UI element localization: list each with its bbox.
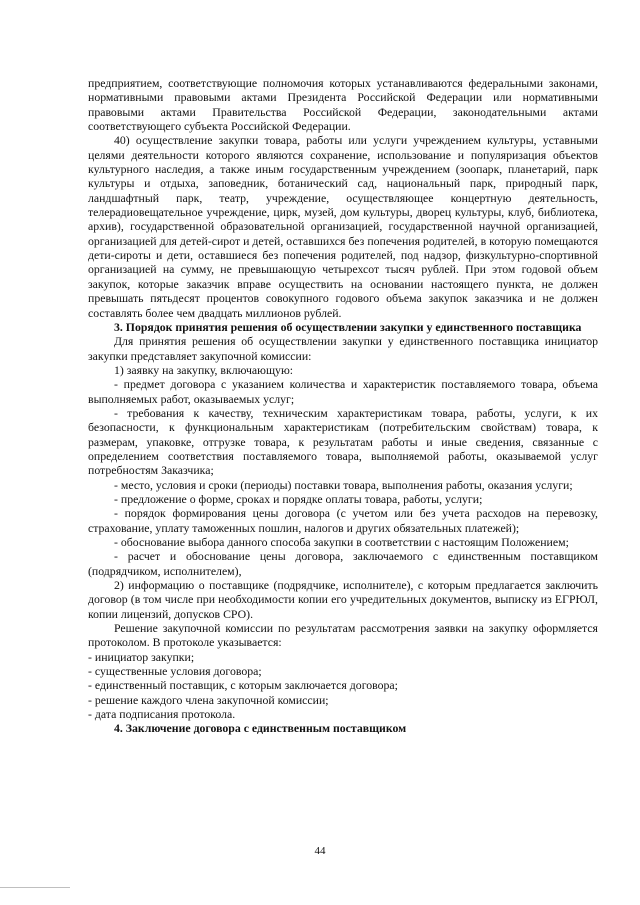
paragraph: - обоснование выбора данного способа закупки в соответствии с настоящим Положением;: [114, 535, 569, 549]
section-heading: 3. Порядок принятия решения об осуществлении закупки у единственного поставщика: [114, 319, 582, 334]
paragraph: - требования к качеству, техническим характеристикам товара, работы, услуги, к их безопасности, к функциональным характеристикам (потребительским свойствам) товара, к размерам, упаковке, отгрузке товара, к результатам работы и иные сведения, связанные с определением соответствия поставляемого товара, выполняемой работы, оказываемой услуг потребностям Заказчика;: [88, 405, 598, 478]
document-body: [88, 76, 598, 736]
list-item: - инициатор закупки;: [88, 649, 195, 664]
paragraph: - расчет и обоснование цены договора, заключаемого с единственным поставщиком (подрядчиком, исполнителем),: [88, 549, 598, 578]
paragraph: 40) осуществление закупки товара, работы или услуги учреждением культуры, уставными целями деятельности которого являются сохранение, использование и популяризация объектов культурного наследия, а также иным государственным учреждением (зоопарк, планетарий, парк культуры и отдыха, заповедник, ботанический сад, национальный парк, природный парк, ландшафтный парк, театр, учреждение, осуществляющее концертную деятельность, телерадиовещательное учреждение, цирк, музей, дом культуры, дворец культуры, клуб, библиотека, архив), государственной образовательной организацией, государственной научной организацией, организацией для детей-сирот и детей, оставшихся без попечения родителей, в которую помещаются дети-сироты и дети, оставшиеся без попечения родителей, под надзор, физкультурно-спортивной организацией на сумму, не превышающую четырехсот тысяч рублей. При этом годовой объем закупок, которые заказчик вправе осуществить на основании настоящего пункта, не должен превышать пятьдесят процентов совокупного годового объема закупок заказчика и не должен составлять более чем двадцать миллионов рублей.: [88, 133, 598, 320]
list-item: - решение каждого члена закупочной комиссии;: [88, 692, 329, 707]
paragraph: - предмет договора с указанием количества и характеристик поставляемого товара, объема выполняемых работ, оказываемых услуг;: [88, 377, 598, 406]
scan-edge-line: [0, 887, 70, 888]
list-item: - единственный поставщик, с которым заключается договора;: [88, 678, 398, 693]
paragraph: 2) информацию о поставщике (подрядчике, исполнителе), с которым предлагается заключить договор (в том числе при необходимости копии его учредительных документов, выписку из ЕГРЮЛ, копии лицензий, допусков СРО).: [88, 578, 598, 621]
paragraph: 1) заявку на закупку, включающую:: [114, 362, 294, 377]
list-item: - существенные условия договора;: [88, 664, 262, 679]
page-number: 44: [314, 845, 326, 857]
paragraph: предприятием, соответствующие полномочия которых устанавливаются федеральными законами, нормативными правовыми актами Президента Российской Федерации или нормативными правовыми актами Правительства Российской Федерации, законодательными актами соответствующего субъекта Российской Федерации.: [88, 76, 598, 134]
paragraph: Для принятия решения об осуществлении закупки у единственного поставщика инициатор закупки представляет закупочной комиссии:: [88, 334, 598, 363]
list-item: - дата подписания протокола.: [88, 707, 236, 722]
paragraph: - предложение о форме, сроках и порядке оплаты товара, работы, услуги;: [114, 491, 483, 506]
paragraph: - место, условия и сроки (периоды) поставки товара, выполнения работы, оказания услуги;: [114, 477, 573, 492]
section-heading: 4. Заключение договора с единственным поставщиком: [114, 721, 407, 736]
paragraph: Решение закупочной комиссии по результатам рассмотрения заявки на закупку оформляется протоколом. В протоколе указывается:: [88, 621, 598, 650]
paragraph: - порядок формирования цены договора (с учетом или без учета расходов на перевозку, страхование, уплату таможенных пошлин, налогов и других обязательных платежей);: [88, 506, 598, 535]
